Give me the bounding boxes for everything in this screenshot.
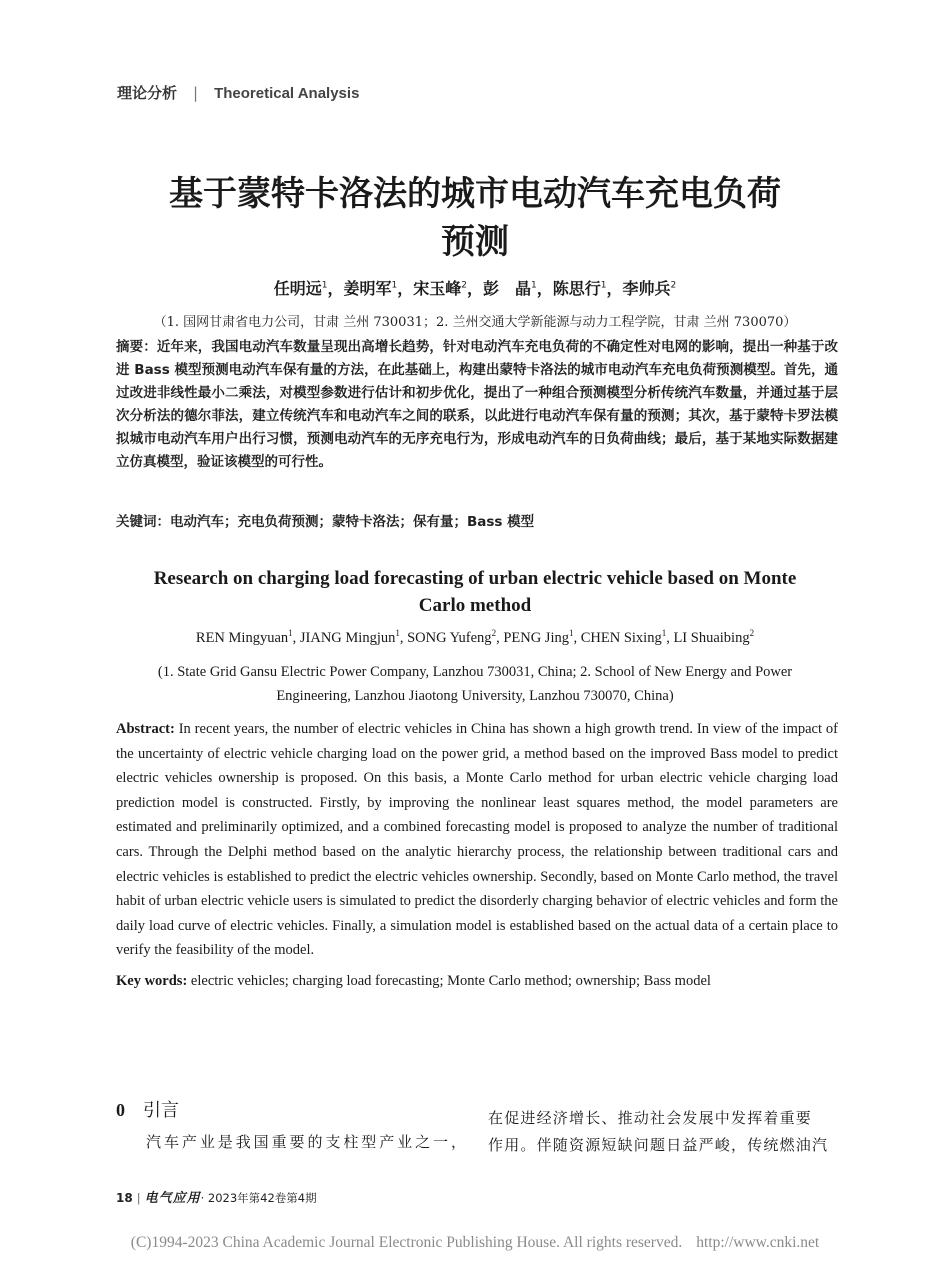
cn-author-separator: ， [327, 279, 344, 298]
cn-author-name: 姜明军 [343, 279, 392, 298]
en-author-separator: , [399, 629, 408, 646]
cn-author-name: 宋玉峰 [413, 279, 462, 298]
cn-author-separator: ， [606, 279, 623, 298]
en-author-affil-mark: 1 [568, 628, 574, 638]
chinese-affiliation: （1. 国网甘肃省电力公司，甘肃 兰州 730031；2. 兰州交通大学新能源与动力工程学院，甘肃 兰州 730070） [153, 315, 797, 330]
en-author-affil-mark: 1 [661, 628, 667, 638]
cn-author-separator: ， [466, 279, 483, 298]
english-abstract [116, 717, 838, 963]
section-number: 0 [116, 1100, 125, 1120]
header-section-cn: 理论分析 [117, 84, 178, 102]
copyright-line [0, 1234, 950, 1252]
english-keywords-label: Key words: [116, 973, 188, 989]
en-author-separator: , [496, 629, 504, 646]
body-right-column [488, 1105, 838, 1159]
section-title: 引言 [143, 1100, 179, 1121]
body-right-line1: 在促进经济增长、推动社会发展中发挥着重要 [488, 1109, 813, 1127]
cn-author-name: 彭 晶 [483, 279, 532, 298]
body-left-column [146, 1131, 468, 1152]
en-author-affil-mark: 1 [395, 628, 400, 638]
footer-bar: | [136, 1191, 141, 1205]
cn-author-separator: ， [536, 279, 553, 298]
english-title-line1: Research on charging load forecasting of urban electric vehicle based on Monte [153, 568, 797, 589]
cn-author-affil-mark: 2 [461, 280, 467, 291]
english-abstract-text: In recent years, the number of electric vehicles in China has shown a high growth trend. In view of the impact of the uncertainty of electric vehicle charging load on the power grid, a method based on the improved Bass model to predict electric vehicles ownership is proposed. On this basis, a Monte Carlo method for urban electric vehicle charging load prediction model is constructed. Firstly, by improving the nonlinear least squares method, the model parameters are estimated and preliminarily optimized, and a combined forecasting model is proposed to analyze the number of traditional cars. Through the Delphi method based on the analytic hierarchy process, the relationship between traditional cars and electric vehicles is established to predict the electric vehicles ownership. Secondly, based on Monte Carlo method, the travel habit of urban electric vehicle users is simulated to predict the disorderly charging behavior of electric vehicles and form the daily load curve of electric vehicles. Finally, a simulation model is established based on the actual data of a certain place to verify the feasibility of the model. [116, 721, 838, 959]
page-footer [116, 1187, 317, 1206]
en-author-affil-mark: 2 [749, 628, 755, 638]
en-author-name: PENG Jing [503, 629, 569, 646]
en-author-name: LI Shuaibing [673, 629, 750, 646]
cn-author-name: 任明远 [273, 279, 322, 298]
en-author-name: CHEN Sixing [580, 629, 662, 646]
cn-author-name: 李帅兵 [622, 279, 671, 298]
chinese-abstract: 摘要：近年来，我国电动汽车数量呈现出高增长趋势，针对电动汽车充电负荷的不确定性对电网的影响，提出一种基于改进 Bass 模型预测电动汽车保有量的方法，在此基础上，构建出蒙特卡洛法的城市电动汽车充电负荷预测模型。首先，通过改进非线性最小二乘法，对模型参数进行估计和初步优化，提出了一种组合预测模型分析传统汽车数量，并通过基于层次分析法的德尔菲法，建立传统汽车和电动汽车之间的联系，以此进行电动汽车保有量的预测；其次，基于蒙特卡罗法模拟城市电动汽车用户出行习惯，预测电动汽车的无序充电行为，形成电动汽车的日负荷曲线；最后，基于某地实际数据建立仿真模型，验证该模型的可行性。 [116, 339, 838, 470]
cn-author-affil-mark: 1 [321, 280, 328, 291]
chinese-title-line2: 预测 [441, 222, 509, 262]
english-keywords [116, 973, 838, 990]
page-number: 18 [116, 1191, 133, 1205]
english-title-line2: Carlo method [418, 595, 532, 616]
header-separator: | [193, 84, 199, 102]
cn-author-affil-mark: 1 [600, 280, 607, 291]
cn-author-name: 陈思行 [552, 279, 601, 298]
en-author-name: SONG Yufeng [407, 629, 492, 646]
english-title [80, 565, 870, 619]
english-abstract-label: Abstract: [116, 721, 175, 737]
cn-author-separator: ， [397, 279, 414, 298]
section-heading [116, 1096, 179, 1122]
english-authors [60, 628, 890, 647]
en-author-affil-mark: 2 [491, 628, 497, 638]
en-author-name: JIANG Mingjun [299, 629, 396, 646]
chinese-keywords: 关键词：电动汽车；充电负荷预测；蒙特卡洛法；保有量；Bass 模型 [116, 514, 535, 530]
english-keywords-text: electric vehicles; charging load forecasting; Monte Carlo method; ownership; Bass model [187, 973, 711, 989]
chinese-title [60, 170, 890, 266]
journal-logo: 电气应用 [144, 1191, 201, 1206]
body-left-line: 汽车产业是我国重要的支柱型产业之一， [146, 1133, 468, 1151]
chinese-authors [60, 276, 890, 299]
cn-author-affil-mark: 1 [531, 280, 537, 291]
cn-author-affil-mark: 2 [670, 280, 677, 291]
chinese-title-line1: 基于蒙特卡洛法的城市电动汽车充电负荷 [169, 174, 781, 214]
english-affiliation-line1: (1. State Grid Gansu Electric Power Company, Lanzhou 730031, China; 2. School of New Energy and Power [157, 664, 793, 680]
en-author-separator: , [573, 629, 581, 646]
en-author-separator: , [292, 629, 300, 646]
en-author-affil-mark: 1 [288, 628, 293, 638]
cnki-link[interactable]: http://www.cnki.net [696, 1234, 820, 1251]
cn-author-affil-mark: 1 [391, 280, 398, 291]
english-affiliation-line2: Engineering, Lanzhou Jiaotong University, Lanzhou 730070, China) [276, 688, 674, 704]
running-header [117, 82, 359, 103]
en-author-separator: , [666, 629, 674, 646]
copyright-text: (C)1994-2023 China Academic Journal Electronic Publishing House. All rights reserved. [130, 1234, 683, 1251]
header-section-en: Theoretical Analysis [214, 85, 360, 102]
english-affiliation [100, 660, 850, 708]
journal-issue: · 2023年第42卷第4期 [200, 1191, 317, 1205]
en-author-name: REN Mingyuan [195, 629, 289, 646]
body-right-line2: 作用。伴随资源短缺问题日益严峻，传统燃油汽 [488, 1136, 829, 1154]
